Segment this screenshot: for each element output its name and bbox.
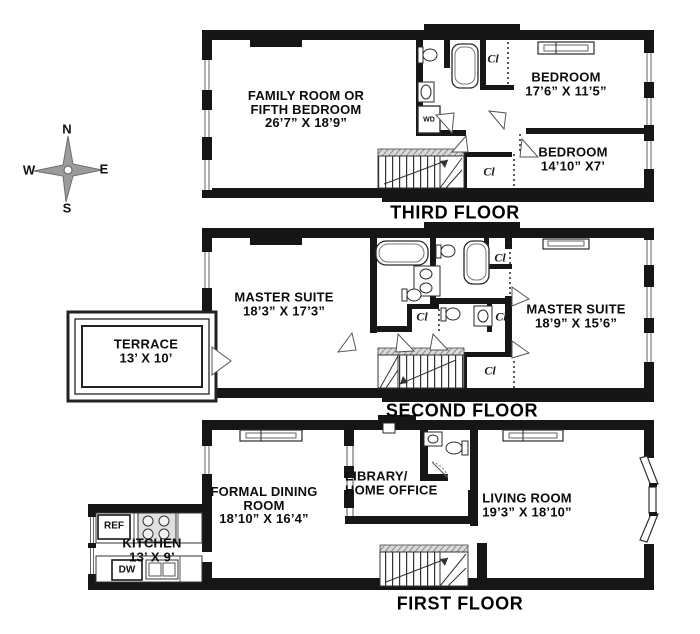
floor-title-first: FIRST FLOOR — [396, 593, 524, 614]
closet-label: Cl — [494, 250, 506, 265]
room-name-line: FIFTH BEDROOM — [250, 101, 362, 117]
toilet-icon — [441, 308, 460, 321]
sink-icon — [418, 82, 434, 102]
room-label-terrace — [114, 338, 178, 365]
room-label-family-room — [248, 89, 364, 130]
toilet-icon — [402, 289, 421, 301]
room-label-master-suite-left — [234, 291, 333, 318]
room-dimensions: 26’7” X 18’9” — [264, 114, 348, 130]
sink-icon — [474, 306, 492, 326]
window-icon — [202, 60, 212, 190]
room-name-line: LIBRARY/ — [345, 468, 408, 484]
bathtub-icon — [452, 44, 478, 88]
room-name-line: LIVING ROOM — [482, 490, 572, 506]
washer-dryer-label: WD — [423, 116, 435, 124]
compass-rose-icon — [34, 136, 102, 202]
radiator-icon — [538, 42, 594, 54]
sink-icon — [424, 432, 442, 446]
room-name-line: BEDROOM — [538, 144, 608, 160]
room-label-library-home-office — [345, 470, 437, 497]
room-label-bedroom-small — [538, 146, 607, 173]
bathtub-icon — [376, 241, 428, 265]
room-name-line: FAMILY ROOM OR — [247, 87, 365, 103]
room-name-line: KITCHEN — [122, 535, 182, 551]
floor-title-third: THIRD FLOOR — [390, 202, 520, 223]
staircase — [380, 545, 468, 586]
room-dimensions: 13’ X 10’ — [119, 350, 173, 365]
floor-title-second: SECOND FLOOR — [385, 400, 539, 421]
dishwasher-label: DW — [118, 564, 136, 576]
compass-west-label: W — [22, 162, 36, 178]
room-name-line: BEDROOM — [531, 69, 601, 85]
room-label-kitchen — [122, 537, 181, 564]
toilet-icon — [446, 441, 468, 455]
room-dimensions: 13’ X 9’ — [129, 549, 175, 564]
radiator-icon — [240, 430, 302, 441]
room-dimensions: 18’3” X 17’3” — [242, 303, 326, 318]
closet-label: Cl — [495, 309, 507, 324]
room-name-line: HOME OFFICE — [345, 482, 438, 497]
radiator-icon — [543, 239, 589, 249]
room-label-master-suite-right — [526, 303, 625, 330]
room-label-living-room — [482, 492, 572, 519]
compass-east-label: E — [99, 161, 109, 177]
room-name-line: FORMAL DINING — [210, 483, 318, 499]
toilet-icon — [418, 47, 437, 63]
compass-north-label: N — [62, 121, 72, 137]
closet-label: Cl — [487, 51, 499, 66]
room-label-bedroom-large — [525, 71, 606, 98]
room-name-line: ROOM — [243, 497, 285, 513]
closet-label: Cl — [483, 164, 495, 179]
room-dimensions: 14’10” X7’ — [540, 158, 606, 173]
window-icon — [644, 53, 654, 169]
room-name-line: MASTER SUITE — [526, 301, 626, 317]
toilet-icon — [436, 245, 455, 258]
compass-south-label: S — [62, 200, 72, 216]
staircase — [378, 348, 464, 388]
room-dimensions: 17’6” X 11’5” — [525, 83, 607, 98]
room-dimensions: 18’10” X 16’4” — [219, 510, 309, 526]
room-label-formal-dining-room — [210, 485, 317, 526]
staircase — [378, 149, 464, 188]
closet-label: Cl — [484, 363, 496, 378]
window-icon — [644, 240, 654, 362]
room-name-line: TERRACE — [113, 336, 179, 352]
room-dimensions: 19’3” X 18’10” — [482, 504, 572, 519]
bay-window-icon — [640, 456, 658, 544]
room-name-line: MASTER SUITE — [234, 289, 334, 305]
room-dimensions: 18’9” X 15’6” — [534, 315, 618, 330]
wall-vent — [383, 423, 395, 433]
refrigerator-label: REF — [104, 520, 124, 532]
window-icon — [202, 252, 212, 288]
bathtub-icon — [464, 241, 489, 284]
closet-label: Cl — [416, 309, 428, 324]
radiator-icon — [503, 430, 563, 441]
